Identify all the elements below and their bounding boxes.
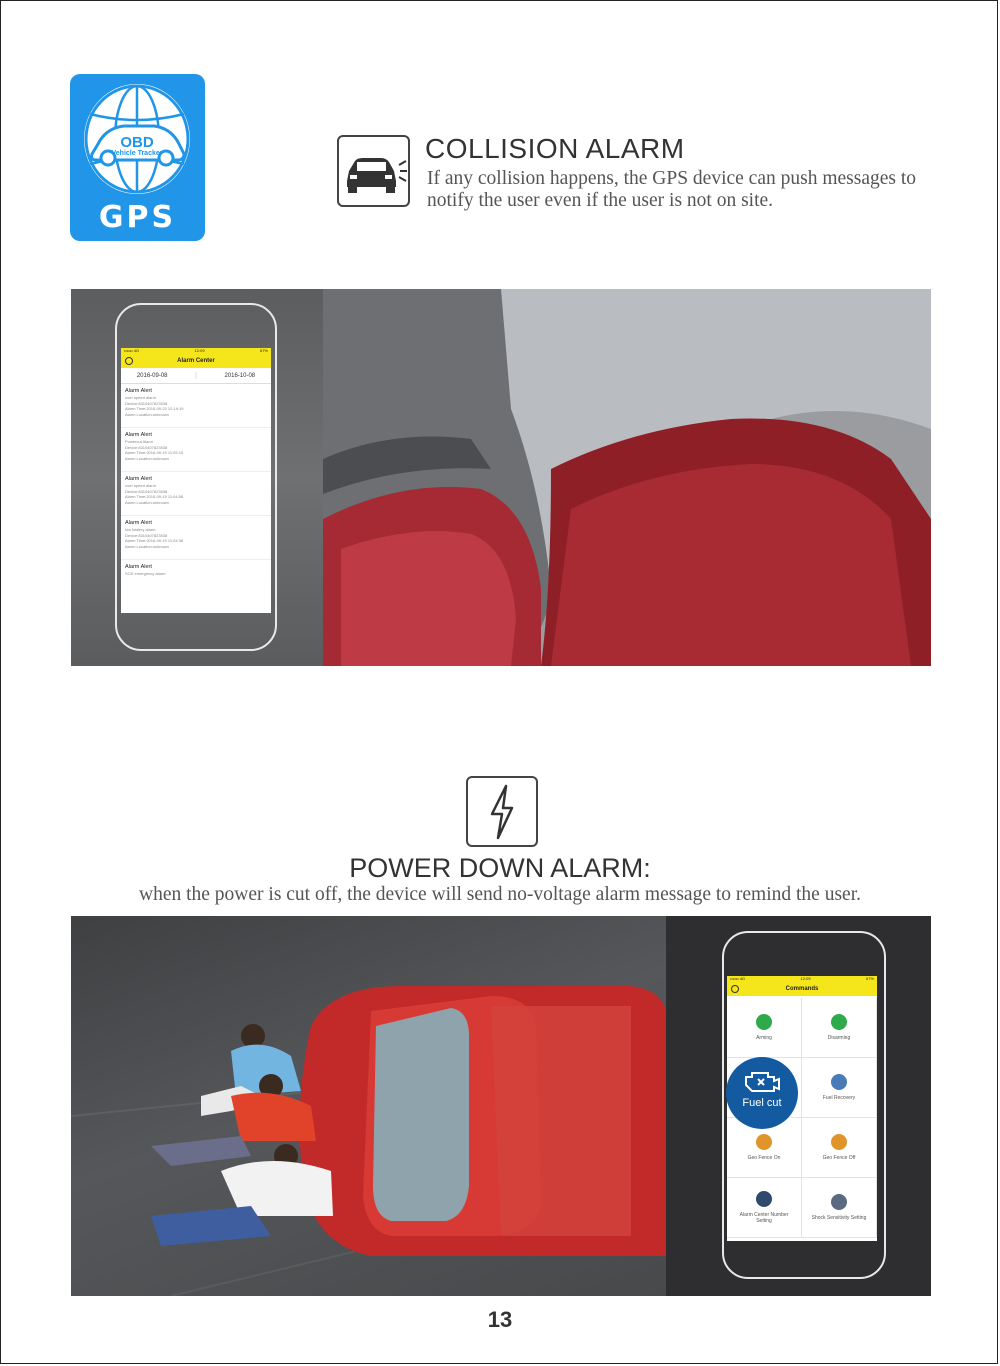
shield-icon — [756, 1014, 772, 1030]
command-label: Geo Fence On — [747, 1155, 781, 1161]
alarm-title: Alarm Alert — [125, 520, 152, 526]
alarm-title: Alarm Alert — [125, 432, 152, 438]
command-fuel-recovery[interactable] — [802, 1058, 877, 1118]
back-arrow-icon[interactable] — [125, 357, 133, 365]
command-geo-fence-off[interactable] — [802, 1118, 877, 1178]
alarm-title: Alarm Alert — [125, 388, 152, 394]
command-label: Fuel Recovery — [822, 1095, 856, 1101]
obd-gps-logo — [70, 74, 205, 241]
phone-icon — [756, 1191, 772, 1207]
date-to[interactable]: 2016-10-08 — [224, 373, 256, 379]
status-time: 12:09 — [194, 348, 205, 353]
alarm-device: Device:8310407823538 — [125, 488, 168, 494]
power-down-alarm-description: when the power is cut off, the device will send no-voltage alarm message to remind the user. — [138, 884, 861, 905]
alarm-device: Device:8310407823538 — [125, 444, 168, 450]
geo-fence-icon — [756, 1134, 772, 1150]
alarm-location: Alarm Location:unknown — [125, 411, 169, 417]
command-label: Alarm Center Number Setting — [739, 1212, 789, 1224]
alarm-type: Powercut Alarm — [125, 439, 154, 444]
alarm-type: over speed alarm — [125, 395, 156, 400]
date-from[interactable]: 2016-09-08 — [136, 373, 168, 379]
crashed-car-icon — [337, 135, 410, 207]
logo-subtitle: Vehicle Tracker — [111, 150, 163, 157]
fuel-cut-button[interactable] — [726, 1057, 798, 1129]
alarm-center-title: Alarm Center — [177, 358, 215, 364]
alarm-list-item[interactable] — [121, 560, 271, 604]
alarm-type: low battery alarm — [125, 527, 156, 532]
date-divider: | — [195, 373, 197, 379]
collision-alarm-title: COLLISION ALARM — [425, 133, 685, 164]
command-label: Disarming — [827, 1035, 851, 1041]
alarm-title: Alarm Alert — [125, 564, 152, 570]
command-shock-sensitivity[interactable] — [802, 1178, 877, 1238]
engine-icon — [831, 1074, 847, 1090]
fuel-cut-label: Fuel cut — [742, 1097, 782, 1109]
power-down-alarm-title: POWER DOWN ALARM: — [349, 853, 651, 883]
engine-icon — [742, 1069, 782, 1095]
alarm-location: Alarm Location:unknown — [125, 499, 169, 505]
alarm-type: over speed alarm — [125, 483, 156, 488]
alarm-center-screen — [121, 348, 271, 613]
status-time: 12:09 — [800, 976, 811, 981]
alarm-list-item[interactable] — [121, 516, 271, 560]
alarm-device: Device:8310407823538 — [125, 532, 168, 538]
command-label: Geo Fence Off — [822, 1155, 856, 1161]
alarm-list-item[interactable] — [121, 428, 271, 472]
status-signal: •••oo 4G — [124, 348, 140, 353]
alarm-center-titlebar — [121, 354, 271, 368]
lightning-bolt-icon — [466, 776, 538, 847]
date-range — [121, 368, 271, 384]
commands-title: Commands — [785, 986, 819, 992]
alarm-location: Alarm Location:unknown — [125, 543, 169, 549]
commands-titlebar — [727, 982, 877, 996]
collision-photo — [71, 289, 931, 666]
status-battery: 67% — [259, 348, 268, 353]
alarm-type: SOS emergency alarm — [125, 571, 166, 576]
status-signal: •••oo 4G — [730, 976, 746, 981]
back-arrow-icon[interactable] — [731, 985, 739, 993]
alarm-time: Alarm Time:2016-09-20 12:19:19 — [125, 406, 184, 411]
alarm-time: Alarm Time:2016-09-19 11:05:15 — [125, 450, 184, 455]
command-label: Shock Sensitivity Setting — [811, 1215, 867, 1221]
status-battery: 67% — [865, 976, 874, 981]
pushing-car-photo — [71, 916, 931, 1296]
gps-label: GPS — [98, 200, 177, 235]
shield-open-icon — [831, 1014, 847, 1030]
command-arming[interactable] — [727, 998, 802, 1058]
alarm-location: Alarm Location:unknown — [125, 455, 169, 461]
alarm-time: Alarm Time:2016-09-19 11:04:58 — [125, 494, 184, 499]
mute-icon — [831, 1194, 847, 1210]
command-disarming[interactable] — [802, 998, 877, 1058]
alarm-list-item[interactable] — [121, 472, 271, 516]
alarm-time: Alarm Time:2016-09-19 11:04:38 — [125, 538, 184, 543]
collision-alarm-description: If any collision happens, the GPS device can push messages to notify the user even if the user is not on site. — [427, 168, 917, 211]
alarm-device: Device:8310407823538 — [125, 400, 168, 406]
geo-fence-off-icon — [831, 1134, 847, 1150]
command-alarm-center-number[interactable] — [727, 1178, 802, 1238]
obd-label: OBD — [120, 134, 154, 151]
page-number: 13 — [487, 1307, 513, 1332]
alarm-list-item[interactable] — [121, 384, 271, 428]
alarm-title: Alarm Alert — [125, 476, 152, 482]
command-label: Arming — [756, 1035, 772, 1041]
